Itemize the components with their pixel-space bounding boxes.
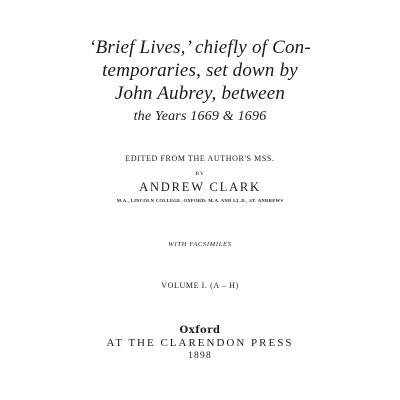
editor-name: ANDREW CLARK [139,180,261,194]
title-line-2: temporaries, set down by [102,60,298,81]
publication-place: Oxford [179,325,221,336]
editor-credentials: M.A., LINCOLN COLLEGE, OXFORD; M.A. AND LL.D., ST. ANDREWS [116,198,284,203]
publisher: AT THE CLARENDON PRESS [106,337,294,349]
volume-label: VOLUME I. (A – H) [161,281,239,290]
title-line-1: ‘Brief Lives,’ chiefly of Con- [89,37,311,58]
publication-year: 1898 [188,351,212,361]
book-title [0,36,400,128]
edited-from-line: EDITED FROM THE AUTHOR'S MSS. [125,154,275,163]
title-line-4: the Years 1669 & 1696 [133,109,267,124]
with-facsimiles: WITH FACSIMILES [168,241,232,248]
by-line: BY [195,171,205,177]
title-line-3: John Aubrey, between [114,83,286,104]
